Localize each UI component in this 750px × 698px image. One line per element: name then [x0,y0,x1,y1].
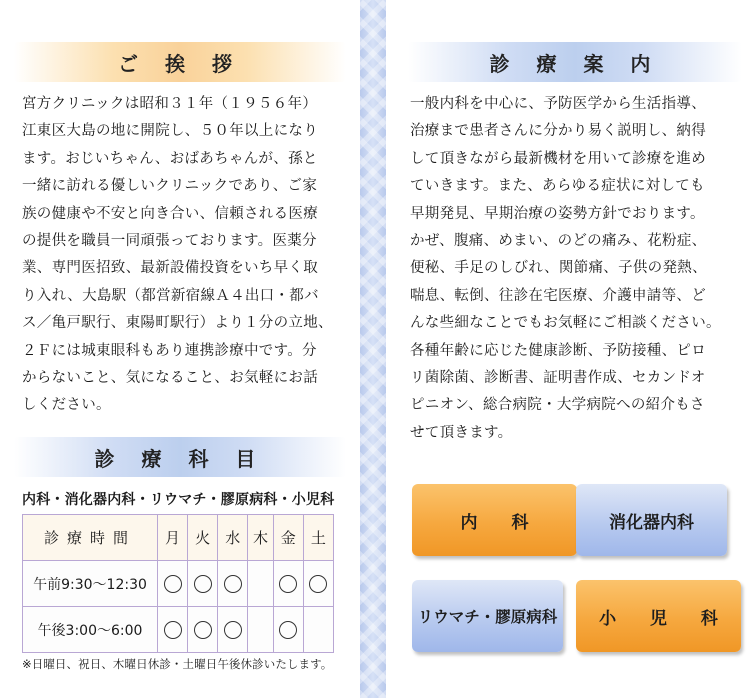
hours-row-morning [23,561,334,607]
morning-mon [158,561,188,607]
afternoon-thu [248,607,273,653]
afternoon-time: 午後3:00〜6:00 [23,607,158,653]
hours-header-label: 診療時間 [23,515,158,561]
center-divider [360,0,386,698]
gastroenterology-button[interactable]: 消化器内科 [576,484,727,556]
guide-heading: 診 療 案 内 [408,42,742,82]
left-column [0,0,360,698]
hours-row-afternoon [23,607,334,653]
morning-time: 午前9:30〜12:30 [23,561,158,607]
open-circle-icon [194,621,212,639]
open-circle-icon [309,575,327,593]
afternoon-tue [188,607,218,653]
rheumatology-button[interactable]: リウマチ・膠原病科 [412,580,563,652]
day-tue: 火 [188,515,218,561]
day-thu: 木 [248,515,273,561]
open-circle-icon [224,575,242,593]
open-circle-icon [164,621,182,639]
morning-sat [303,561,333,607]
morning-tue [188,561,218,607]
morning-fri [273,561,303,607]
day-fri: 金 [273,515,303,561]
closed-days-note: ※日曜日、祝日、木曜日休診・土曜日午後休診いたします。 [22,657,333,671]
afternoon-wed [218,607,248,653]
day-sat: 土 [303,515,333,561]
departments-heading: 診 療 科 目 [14,437,346,477]
afternoon-sat [303,607,333,653]
morning-wed [218,561,248,607]
afternoon-fri [273,607,303,653]
morning-thu [248,561,273,607]
hours-header-row [23,515,334,561]
open-circle-icon [279,621,297,639]
greeting-heading: ご 挨 拶 [14,42,346,82]
hours-table [22,514,334,653]
open-circle-icon [164,575,182,593]
pediatrics-button[interactable]: 小 児 科 [576,580,741,652]
guide-text: 一般内科を中心に、予防医学から生活指導、 治療まで患者さんに分かり易く説明し、納得 して頂きながら最新機材を用いて診療を進め ていきます。また、あらゆる症状に対しても 早期発見、早期治療の姿勢方針でおります。 かぜ、腹痛、めまい、のどの痛み、花粉症、 便秘、手足のしびれ、関節痛、子供の発熱、 喘息、転倒、往診在宅医療、介護申請等、ど んな些細なことでもお気軽にご相談ください。 各種年齢に応じた健康診断、予防接種、ピロ リ菌除菌、診断書、証明書作成、セカンドオ ピニオン、総合病院・大学病院への紹介もさ せて頂きます。 [410,96,721,441]
internal-medicine-button[interactable]: 内 科 [412,484,577,556]
right-column [386,0,750,698]
open-circle-icon [194,575,212,593]
day-wed: 水 [218,515,248,561]
greeting-text: 宮方クリニックは昭和３１年（１９５６年） 江東区大島の地に開院し、５０年以上になり ます。おじいちゃん、おばあちゃんが、孫と 一緒に訪れる優しいクリニックであり、ご家 族の健康や不安と向き合い、信頼される医療 の提供を職員一同頑張っております。医薬分 業、専門医招致、最新設備投資をいち早く取 り入れ、大島駅（都営新宿線Ａ４出口・都バ ス／亀戸駅行、東陽町駅行）より１分の立地、 ２Ｆには城東眼科もあり連携診療中です。分 からないこと、気になること、お気軽にお話 しください。 [22,96,333,414]
subjects-list: 内科・消化器内科・リウマチ・膠原病科・小児科 [22,492,335,508]
day-mon: 月 [158,515,188,561]
open-circle-icon [279,575,297,593]
open-circle-icon [224,621,242,639]
afternoon-mon [158,607,188,653]
